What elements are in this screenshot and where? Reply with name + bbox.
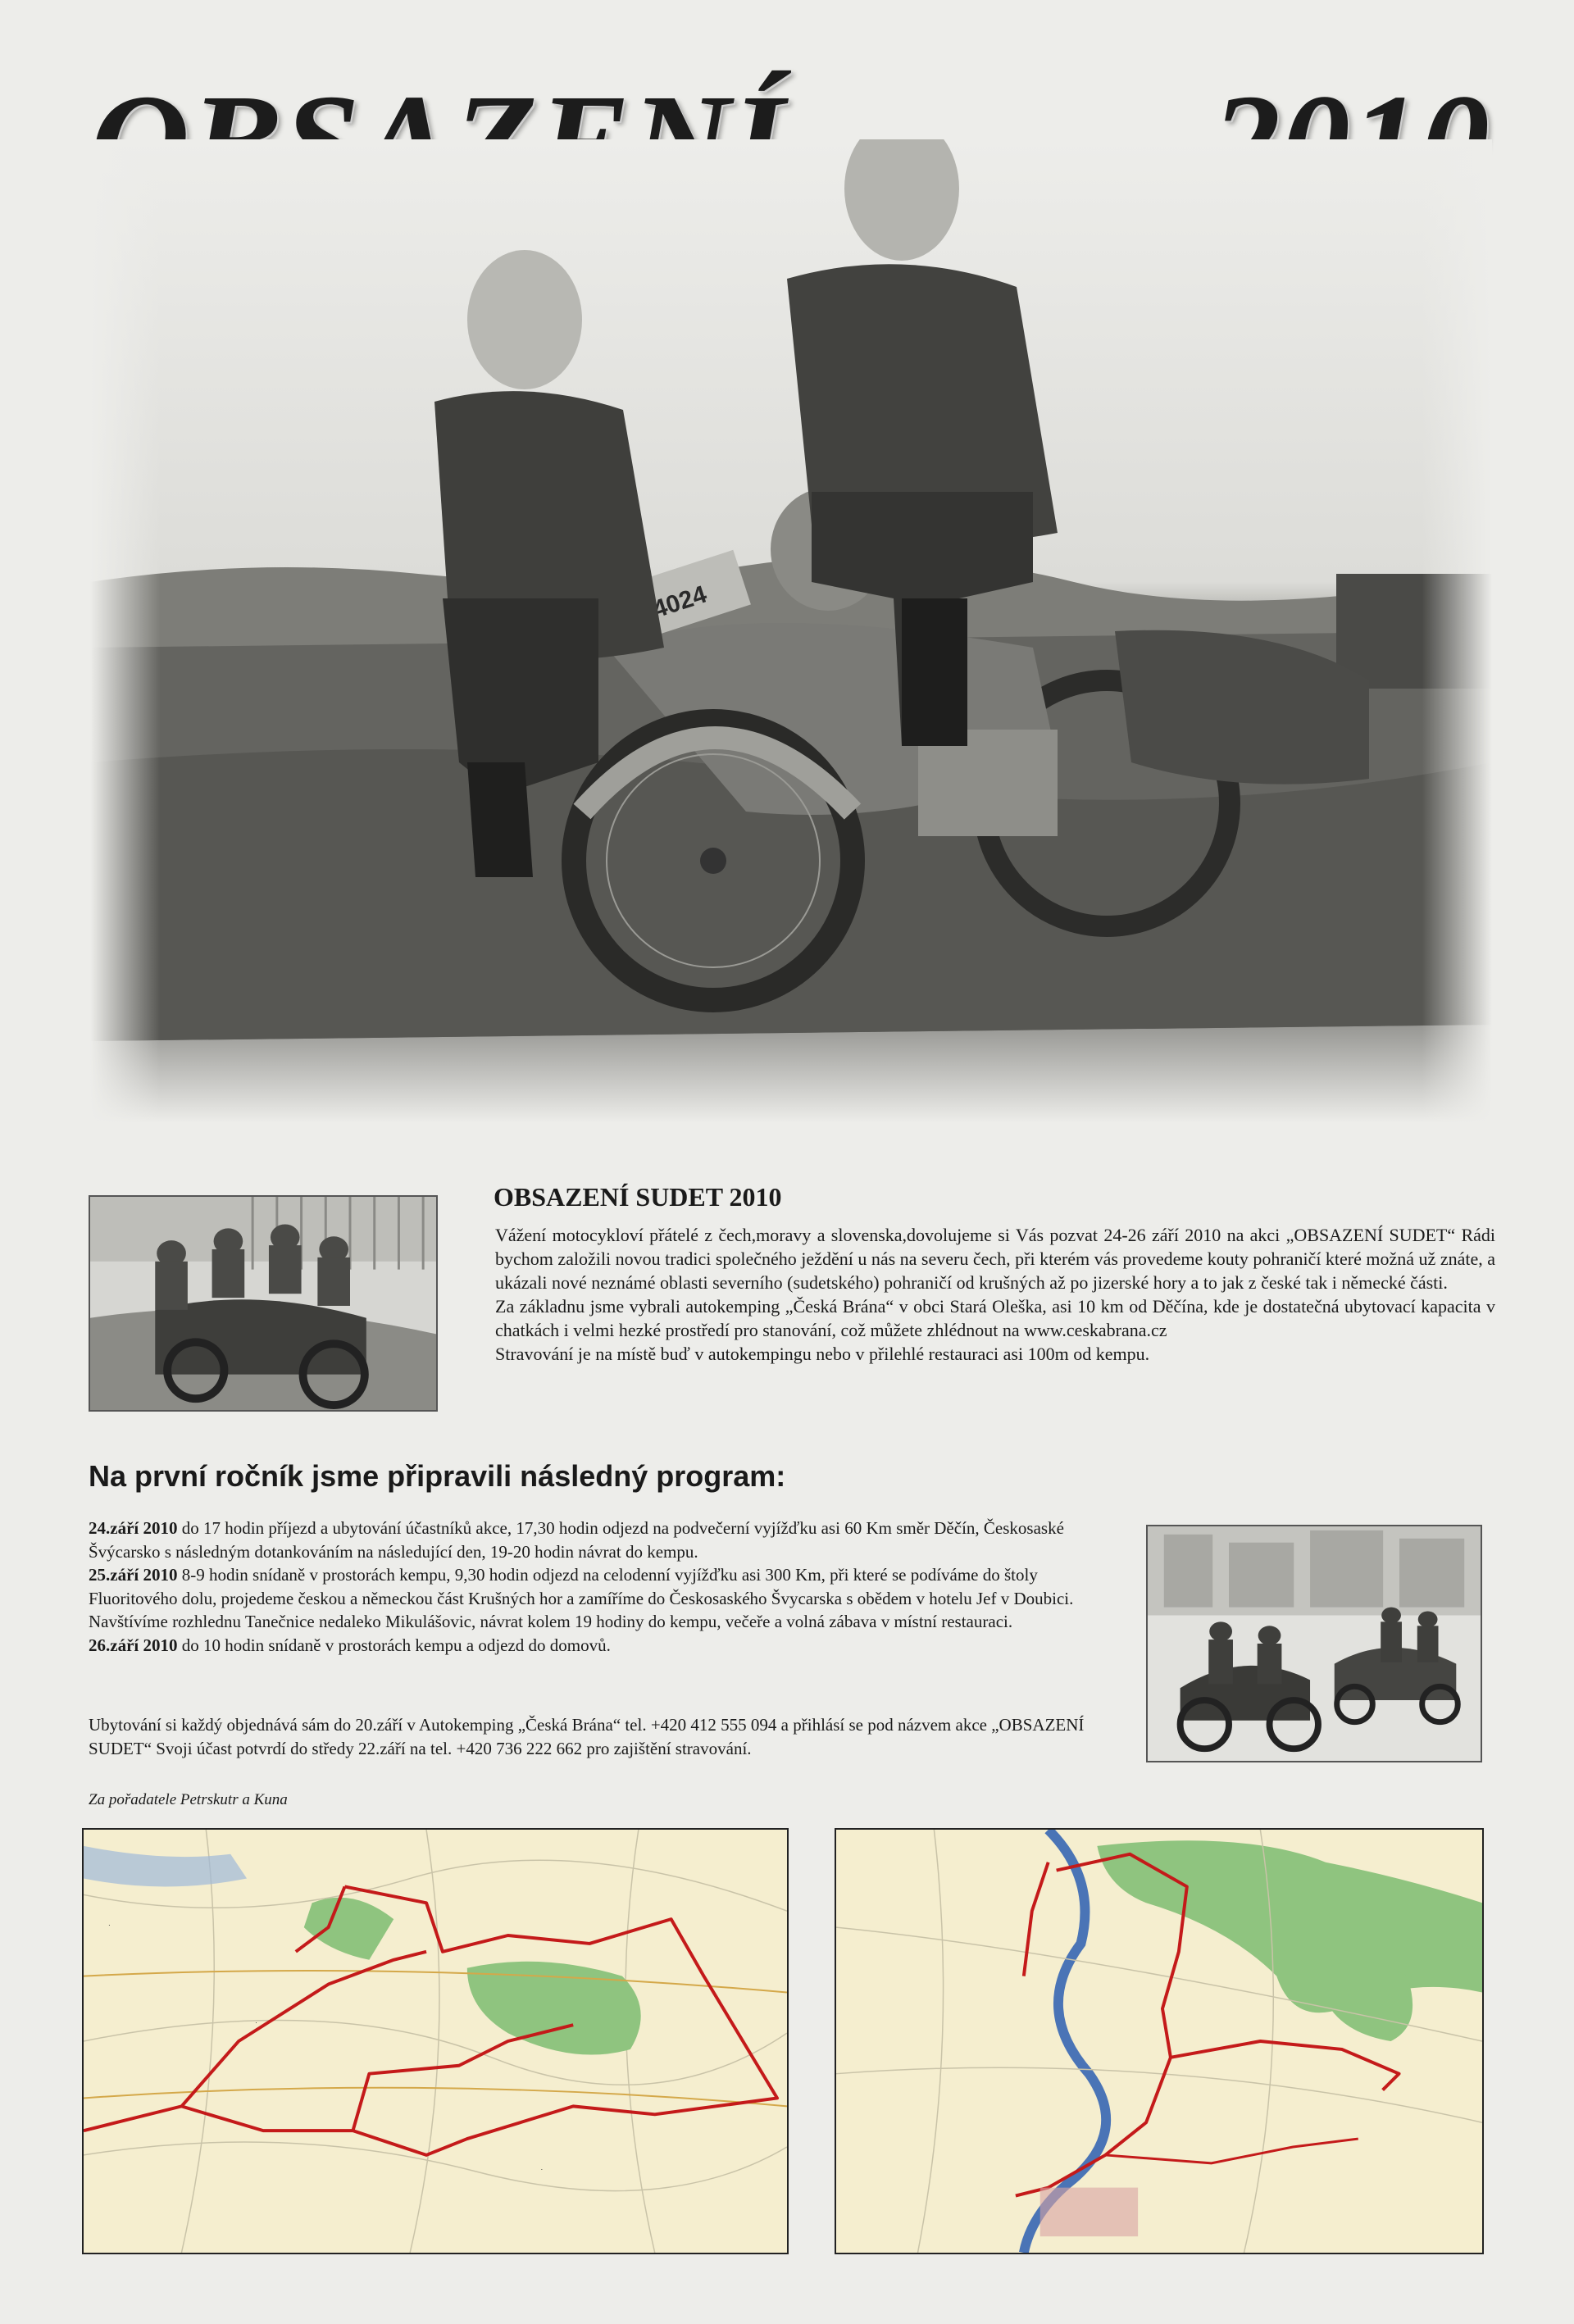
intro-paragraph-3: Stravování je na místě buď v autokempingu nebo v přilehlé restauraci asi 100m od kempu.	[495, 1344, 1150, 1364]
accommodation-text: Ubytování si každý objednává sám do 20.září v Autokemping „Česká Brána“ tel. +420 412 555 094 a přihlásí se pod názvem akce „OBSAZENÍ SUDET“ Svoji účast potvrdí do středy 22.září na tel. +420 736 222 662 pro zajištění stravování.	[89, 1715, 1085, 1758]
hero-photo	[90, 139, 1492, 1123]
organizer-signature: Za pořadatele Petrskutr a Kuna	[89, 1791, 288, 1808]
program-day-text: do 10 hodin snídaně v prostorách kempu a odjezd do domovů.	[177, 1635, 611, 1655]
program-day	[89, 1517, 1121, 1563]
program-date: 24.září 2010	[89, 1518, 178, 1538]
svg-text:·: ·	[540, 2164, 544, 2173]
intro-paragraph-2: Za základnu jsme vybrali autokemping „Česká Brána“ v obci Stará Oleška, asi 10 km od Děčína, kde je dostatečná ubytovací kapacita v chatkách i velmi hezké prostředí pro stanování, což můžete zhlédnout na www.ceskabrana.cz	[495, 1296, 1495, 1340]
soldiers-pushing-sidecar-photo-icon	[90, 1197, 436, 1410]
route-map-icon	[84, 1830, 787, 2253]
intro-title: OBSAZENÍ SUDET 2010	[494, 1182, 782, 1212]
program-day-text: 8-9 hodin snídaně v prostorách kempu, 9,30 hodin odjezd na celodenní vyjížďku asi 300 Km, při které se podíváme do štoly Fluoritového dolu, projedeme českou a německou část Krušných hor a zamíříme do Českosaského Švycarska s obědem v hotelu Jef v Doubici. Navštívíme rozhlednu Tanečnice nedaleko Mikulášovic, návrat kolem 19 hodiny do kempu, večeře a volná zábava v místní restauraci.	[89, 1565, 1074, 1631]
motorcycles-parade-photo-icon	[1148, 1526, 1481, 1761]
accommodation-note	[89, 1713, 1121, 1760]
two-soldiers-on-motorcycle-photo-icon	[90, 139, 1492, 1123]
program-day-text: do 17 hodin příjezd a ubytování účastníků akce, 17,30 hodin odjezd na podvečerní vyjížďku asi 60 Km směr Děčín, Českosaské Švýcarsko s následným dotankováním na následující den, 19-20 hodin návrat do kempu.	[89, 1518, 1064, 1562]
svg-text:·: ·	[107, 1921, 111, 1930]
program-day	[89, 1563, 1121, 1634]
sidecar-parade-photo	[1146, 1525, 1482, 1762]
route-map-day-long	[82, 1828, 789, 2254]
intro-text	[495, 1223, 1495, 1366]
program-day	[89, 1634, 1121, 1658]
program-schedule	[89, 1517, 1121, 1657]
sidecar-mud-photo	[89, 1195, 438, 1412]
svg-text:·: ·	[255, 2018, 258, 2027]
route-map-evening-ride	[835, 1828, 1484, 2254]
program-date: 25.září 2010	[89, 1565, 178, 1585]
intro-paragraph-1: Vážení motocykloví přátelé z čech,moravy a slovenska,dovolujeme si Vás pozvat 24-26 září 2010 na akci „OBSAZENÍ SUDET“ Rádi bychom založili novou tradici společného ježdění u nás na severu čech, při kterém vás provedeme kouty pohraničí které možná už znáte, a ukázali nové neznámé oblasti severního (sudetského) pohraničí od krušných až po jizerské hory a to jak z české tak i německé části.	[495, 1225, 1495, 1293]
route-map-icon	[836, 1830, 1482, 2253]
program-title: Na první ročník jsme připravili následný program:	[89, 1459, 786, 1493]
program-date: 26.září 2010	[89, 1635, 178, 1655]
